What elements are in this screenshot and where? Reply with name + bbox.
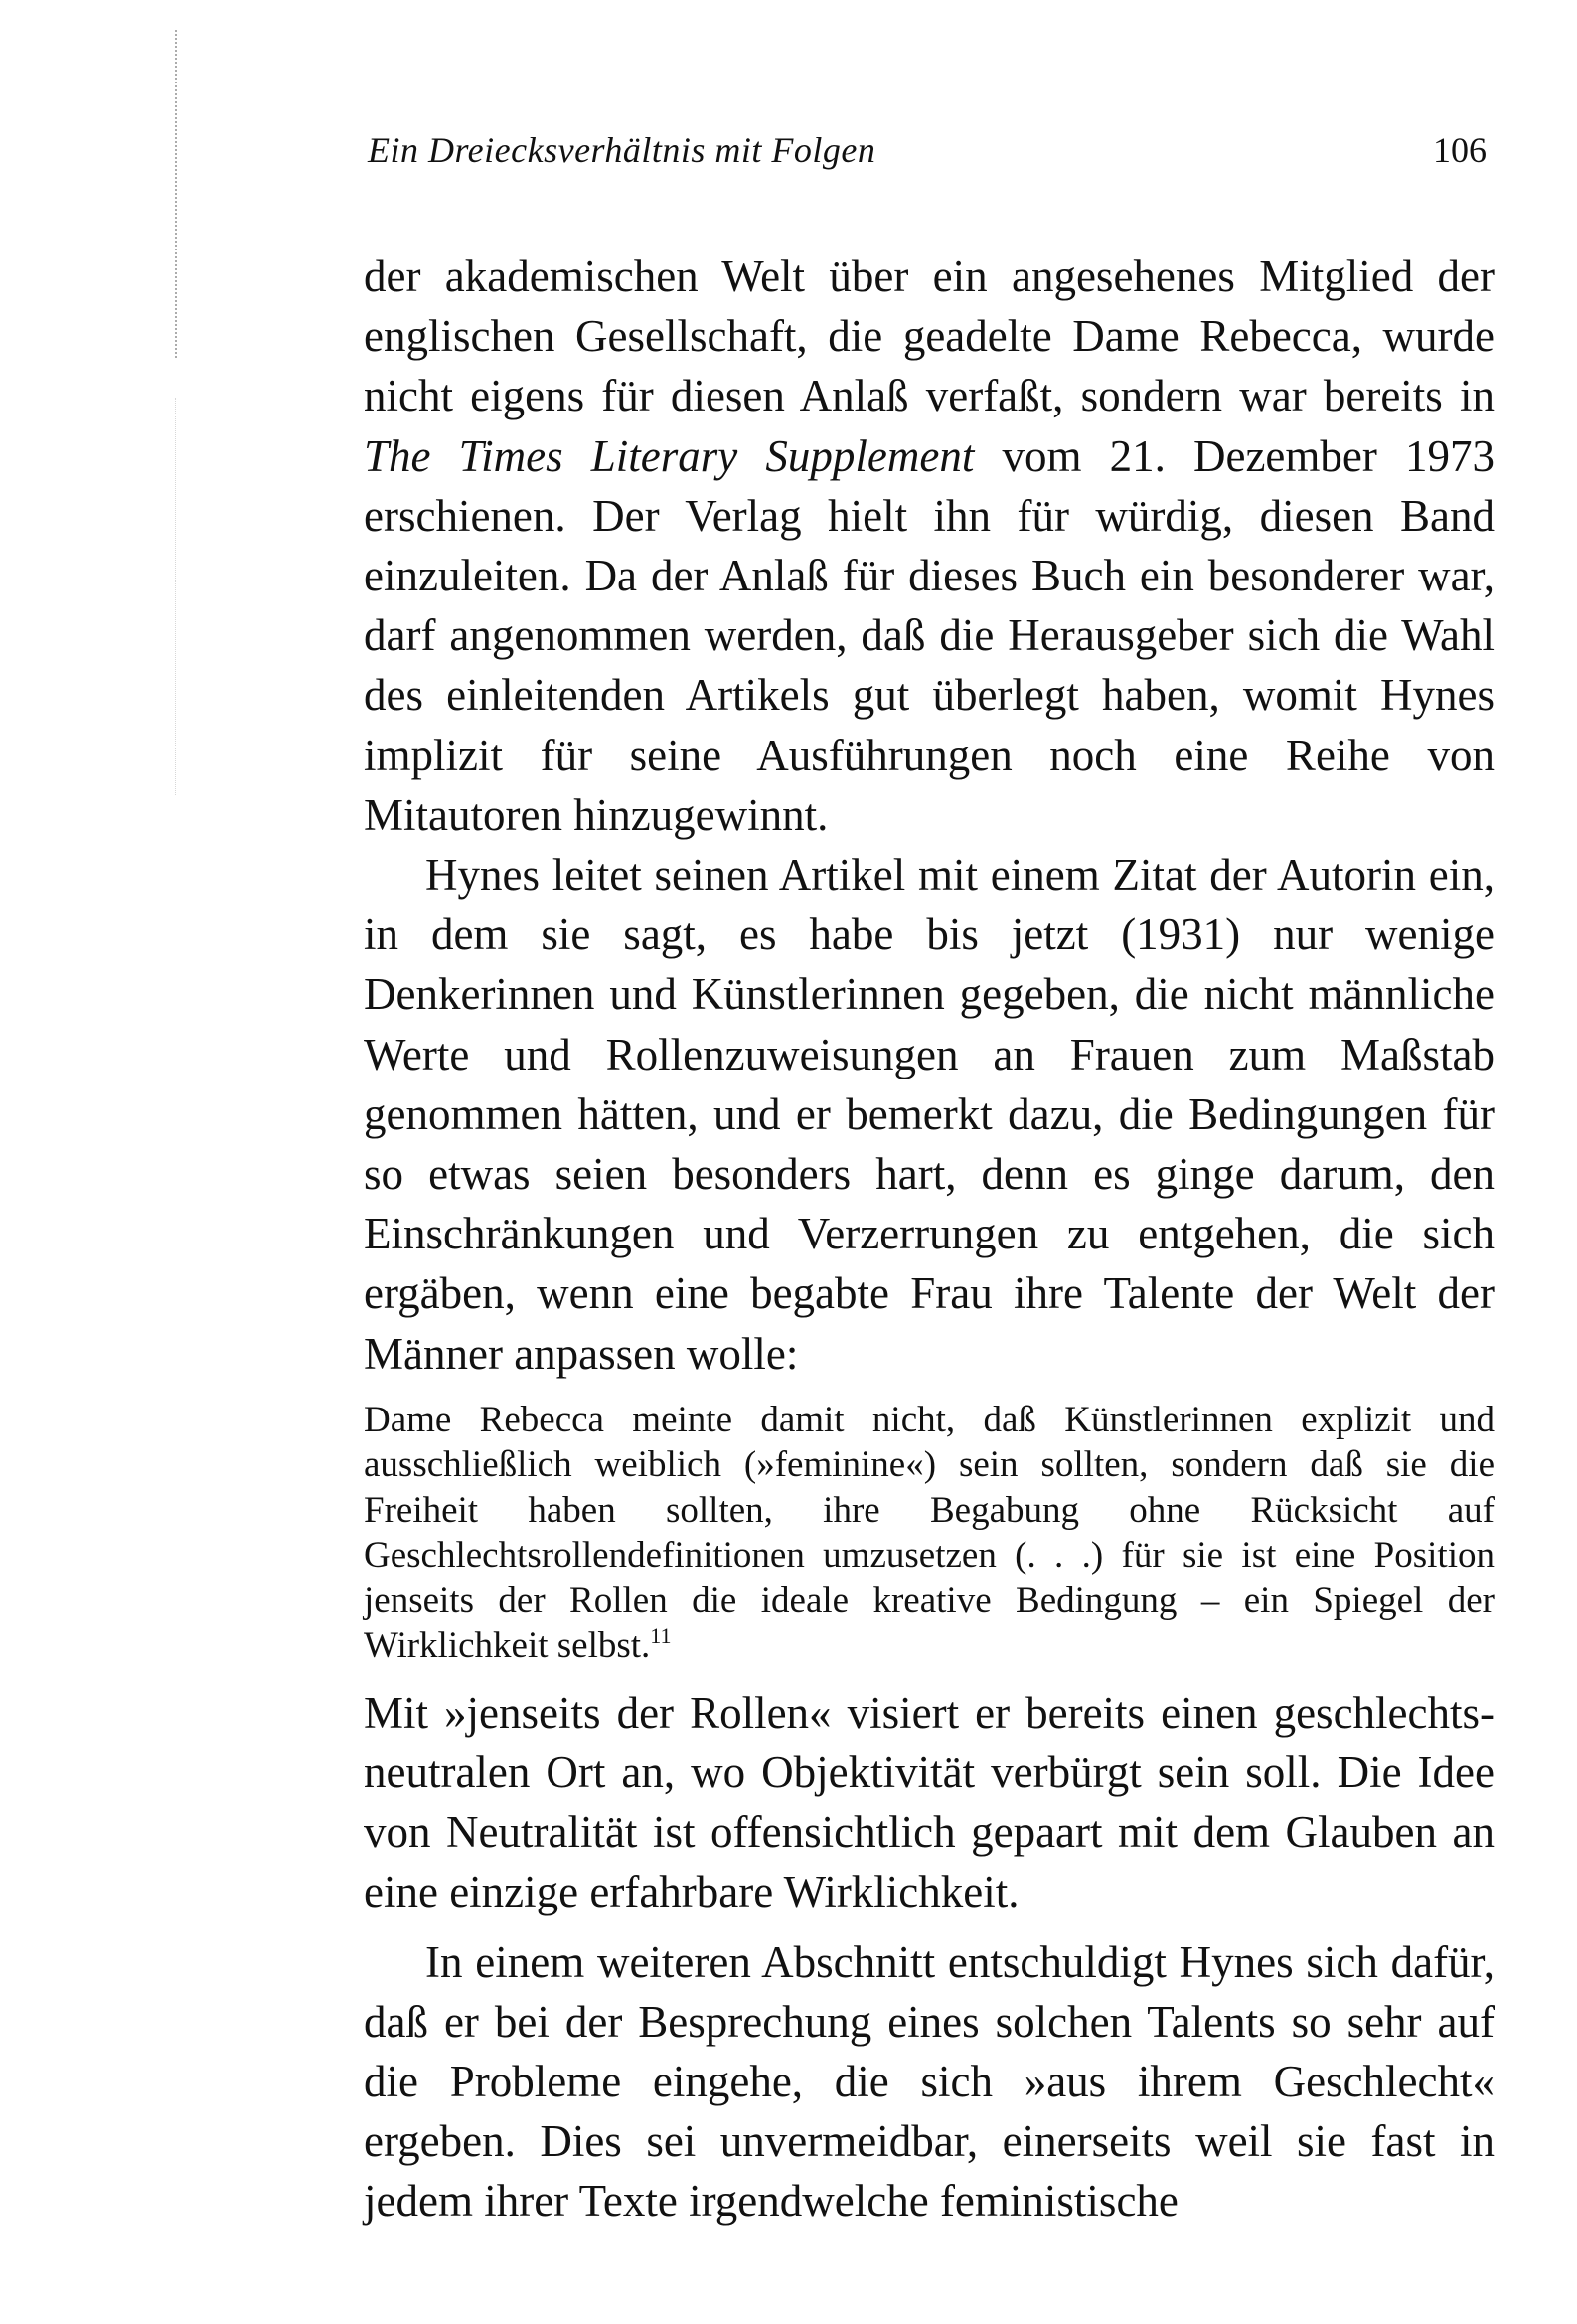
binding-edge-marks — [175, 30, 180, 358]
body-text — [364, 247, 1495, 2232]
paragraph-3: Mit »jenseits der Rollen« visiert er bereits einen geschlechtsneutralen Ort an, wo Objektivität verbürgt sein soll. Die Idee von Neutralität ist offensichtlich gepaart mit dem Glauben an eine einzige erfahrbare Wirklichkeit. — [364, 1687, 1495, 1917]
paragraph-1 — [364, 247, 1495, 845]
block-quote-text: Dame Rebecca meinte damit nicht, daß Künstlerinnen explizit und ausschließlich weiblich (»feminine«) sein sollten, sondern daß sie die Freiheit haben sollten, ihre Begabung ohne Rücksicht auf Geschlechtsrollendefinitionen umzusetzen (. . .) für sie ist eine Position jenseits der Rollen die ideale kreative Bedingung – ein Spiegel der Wirklichkeit selbst. — [364, 1399, 1495, 1667]
page-number: 106 — [1433, 130, 1487, 170]
journal-title: The Times Literary Supplement — [364, 430, 975, 481]
paragraph-4: In einem weiteren Abschnitt entschuldigt Hynes sich dafür, daß er bei der Besprechung eines solchen Talents so sehr auf die Probleme eingehe, die sich »aus ihrem Geschlecht« ergeben. Dies sei unvermeidbar, einerseits weil sie fast in jedem ihrer Texte irgendwelche feministische — [364, 1936, 1495, 2227]
running-title: Ein Dreiecksverhältnis mit Folgen — [368, 130, 876, 170]
running-header — [368, 129, 1498, 179]
paragraph-1-rest: vom 21. Dezember 1973 erschienen. Der Verlag hielt ihn für würdig, diesen Band einzuleiten. Da der Anlaß für dieses Buch ein besonderer war, darf angenommen werden, daß die Herausgeber sich die Wahl des einleitenden Artikels gut überlegt haben, womit Hynes implizit für seine Ausführungen noch eine Reihe von Mitautoren hinzugewinnt. — [364, 430, 1495, 840]
block-quote — [364, 1398, 1495, 1669]
paragraph-2: Hynes leitet seinen Artikel mit einem Zitat der Autorin ein, in dem sie sagt, es habe bis jetzt (1931) nur wenige Denkerinnen und Künstlerinnen gegeben, die nicht männliche Werte und Rollenzuweisungen an Frauen zum Maßstab genommen hätten, und er bemerkt dazu, die Bedingungen für so etwas seien besonders hart, denn es ginge darum, den Einschränkungen und Verzerrungen zu entgehen, die sich ergäben, wenn eine begabte Frau ihre Talente der Welt der Männer anpassen wolle: — [364, 850, 1495, 1379]
footnote-reference: 11 — [650, 1623, 672, 1649]
binding-edge-marks-lower — [175, 398, 179, 795]
paragraph-1-start: der akademischen Welt über ein angesehenes Mitglied der englischen Gesellschaft, die geadelte Dame Rebecca, wurde nicht eigens für diesen Anlaß verfaßt, sondern war bereits in — [364, 251, 1495, 421]
